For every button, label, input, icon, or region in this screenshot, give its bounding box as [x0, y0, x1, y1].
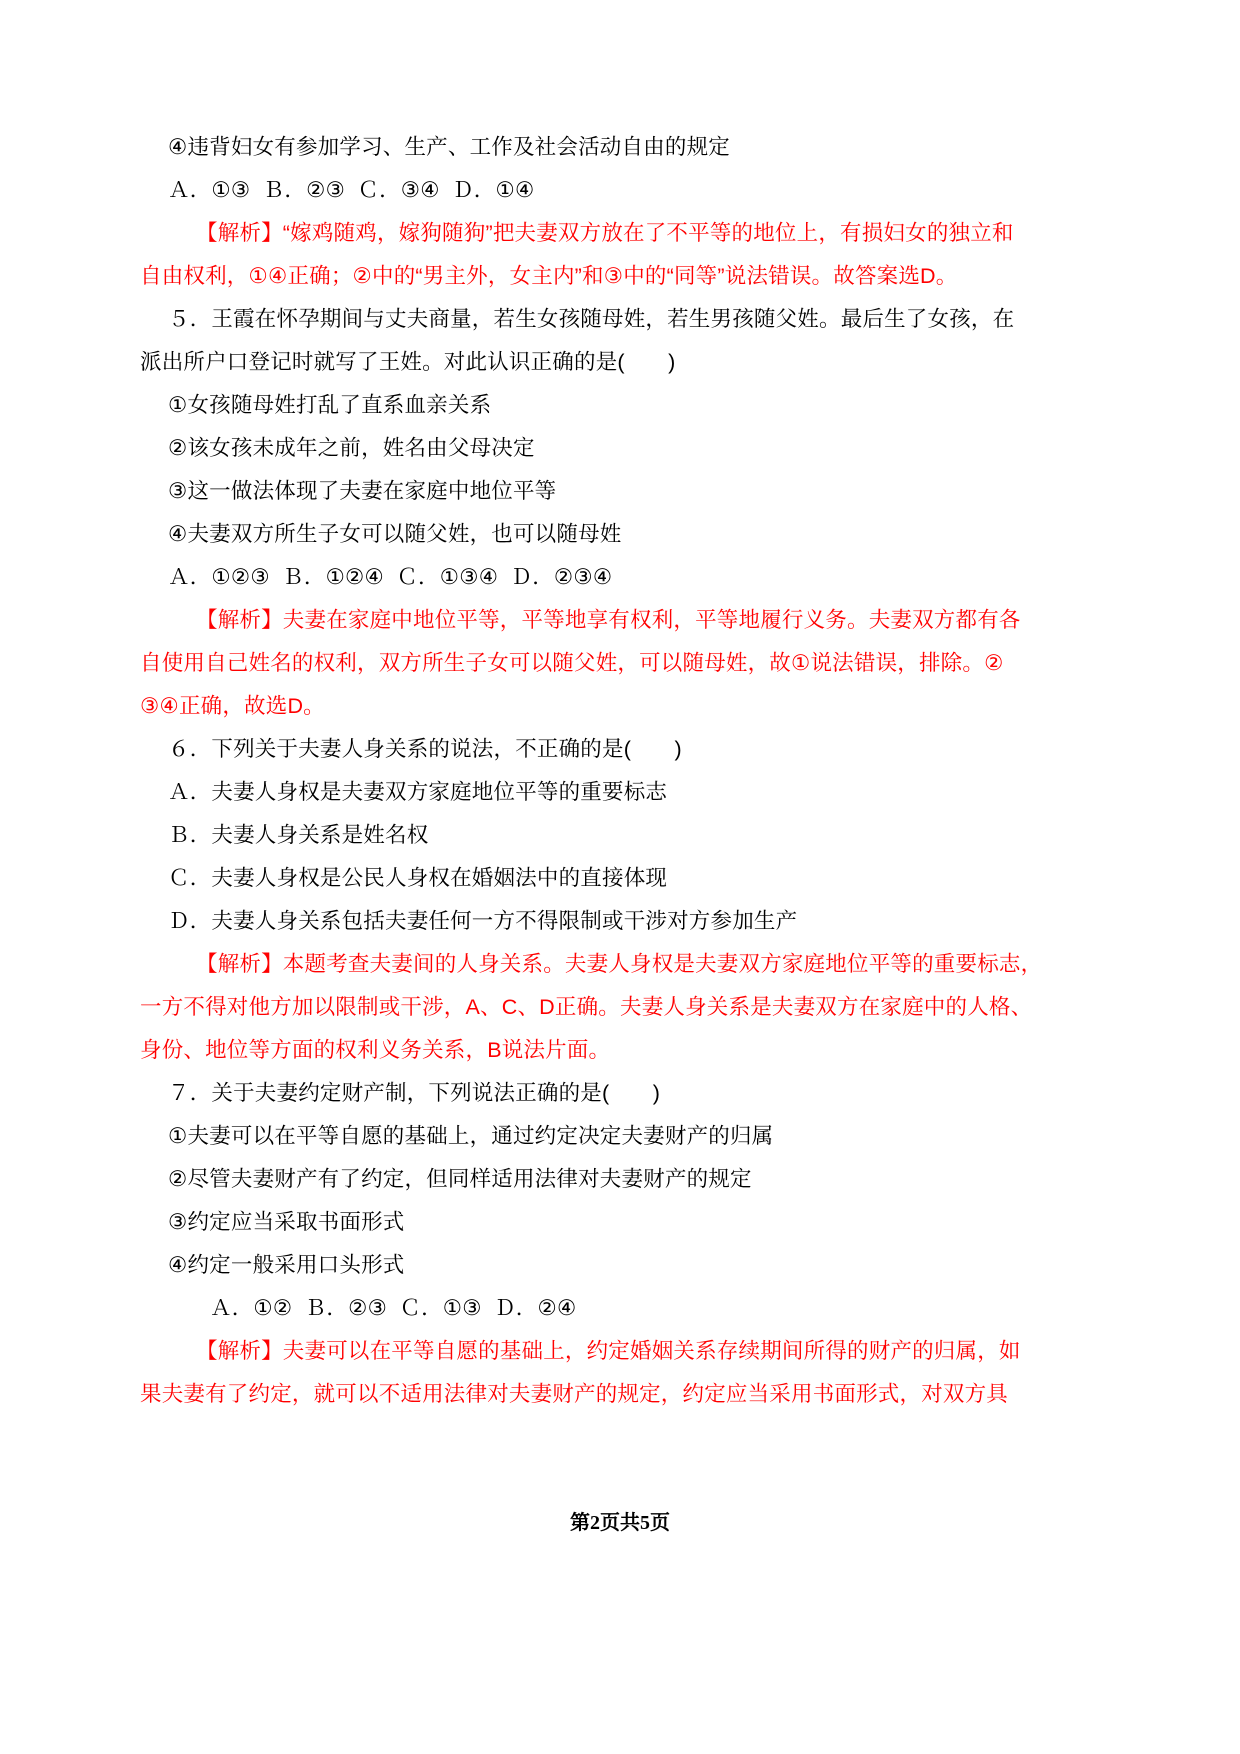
- question-7-option-2: ②尽管夫妻财产有了约定，但同样适用法律对夫妻财产的规定: [168, 1167, 752, 1191]
- analysis-4-line-1: 【解析】“嫁鸡随鸡，嫁狗随狗”把夫妻双方放在了不平等的地位上，有损妇女的独立和: [196, 221, 1014, 245]
- question-4-choices: Ａ．①③ Ｂ．②③ Ｃ．③④ Ｄ．①④: [168, 178, 535, 202]
- question-7-option-4: ④约定一般采用口头形式: [168, 1253, 405, 1277]
- analysis-7-line-1: 【解析】夫妻可以在平等自愿的基础上，约定婚姻关系存续期间所得的财产的归属，如: [196, 1339, 1021, 1363]
- question-7-choices: Ａ．①② Ｂ．②③ Ｃ．①③ Ｄ．②④: [210, 1296, 577, 1320]
- question-5-stem-line-2: 派出所户口登记时就写了王姓。对此认识正确的是( ): [140, 350, 676, 374]
- analysis-6-line-1: 【解析】本题考查夫妻间的人身关系。夫妻人身权是夫妻双方家庭地位平等的重要标志，: [196, 952, 1043, 976]
- analysis-5-line-3: ③④正确，故选D。: [140, 694, 325, 718]
- question-6-option-c: Ｃ．夫妻人身权是公民人身权在婚姻法中的直接体现: [168, 866, 668, 890]
- question-5-stem-line-1: ５．王霞在怀孕期间与丈夫商量，若生女孩随母姓，若生男孩随父姓。最后生了女孩，在: [168, 307, 1015, 331]
- document-body: [140, 126, 1100, 1416]
- question-4-option-4: ④违背妇女有参加学习、生产、工作及社会活动自由的规定: [168, 135, 730, 159]
- page-footer: 第2页共5页: [570, 1512, 670, 1534]
- question-6-stem: ６．下列关于夫妻人身关系的说法，不正确的是( ): [168, 737, 682, 761]
- question-5-option-1: ①女孩随母姓打乱了直系血亲关系: [168, 393, 492, 417]
- question-5-choices: Ａ．①②③ Ｂ．①②④ Ｃ．①③④ Ｄ．②③④: [168, 565, 613, 589]
- analysis-5-line-1: 【解析】夫妻在家庭中地位平等，平等地享有权利，平等地履行义务。夫妻双方都有各: [196, 608, 1021, 632]
- analysis-4-line-2: 自由权利，①④正确；②中的“男主外，女主内”和③中的“同等”说法错误。故答案选D。: [140, 264, 958, 288]
- question-6-option-d: Ｄ．夫妻人身关系包括夫妻任何一方不得限制或干涉对方参加生产: [168, 909, 798, 933]
- question-6-option-b: Ｂ．夫妻人身关系是姓名权: [168, 823, 429, 847]
- question-7-option-1: ①夫妻可以在平等自愿的基础上，通过约定决定夫妻财产的归属: [168, 1124, 774, 1148]
- question-6-option-a: Ａ．夫妻人身权是夫妻双方家庭地位平等的重要标志: [168, 780, 668, 804]
- analysis-5-line-2: 自使用自己姓名的权利，双方所生子女可以随父姓，可以随母姓，故①说法错误，排除。②: [140, 651, 1004, 675]
- question-5-option-2: ②该女孩未成年之前，姓名由父母决定: [168, 436, 535, 460]
- question-7-option-3: ③约定应当采取书面形式: [168, 1210, 405, 1234]
- analysis-6-line-3: 身份、地位等方面的权利义务关系，B说法片面。: [140, 1038, 611, 1062]
- question-5-option-4: ④夫妻双方所生子女可以随父姓，也可以随母姓: [168, 522, 622, 546]
- analysis-6-line-2: 一方不得对他方加以限制或干涉，A、C、D正确。夫妻人身关系是夫妻双方在家庭中的人格、: [140, 995, 1033, 1019]
- question-5-option-3: ③这一做法体现了夫妻在家庭中地位平等: [168, 479, 557, 503]
- question-7-stem: ７．关于夫妻约定财产制，下列说法正确的是( ): [168, 1081, 661, 1105]
- analysis-7-line-2: 果夫妻有了约定，就可以不适用法律对夫妻财产的规定，约定应当采用书面形式，对双方具: [140, 1382, 1009, 1406]
